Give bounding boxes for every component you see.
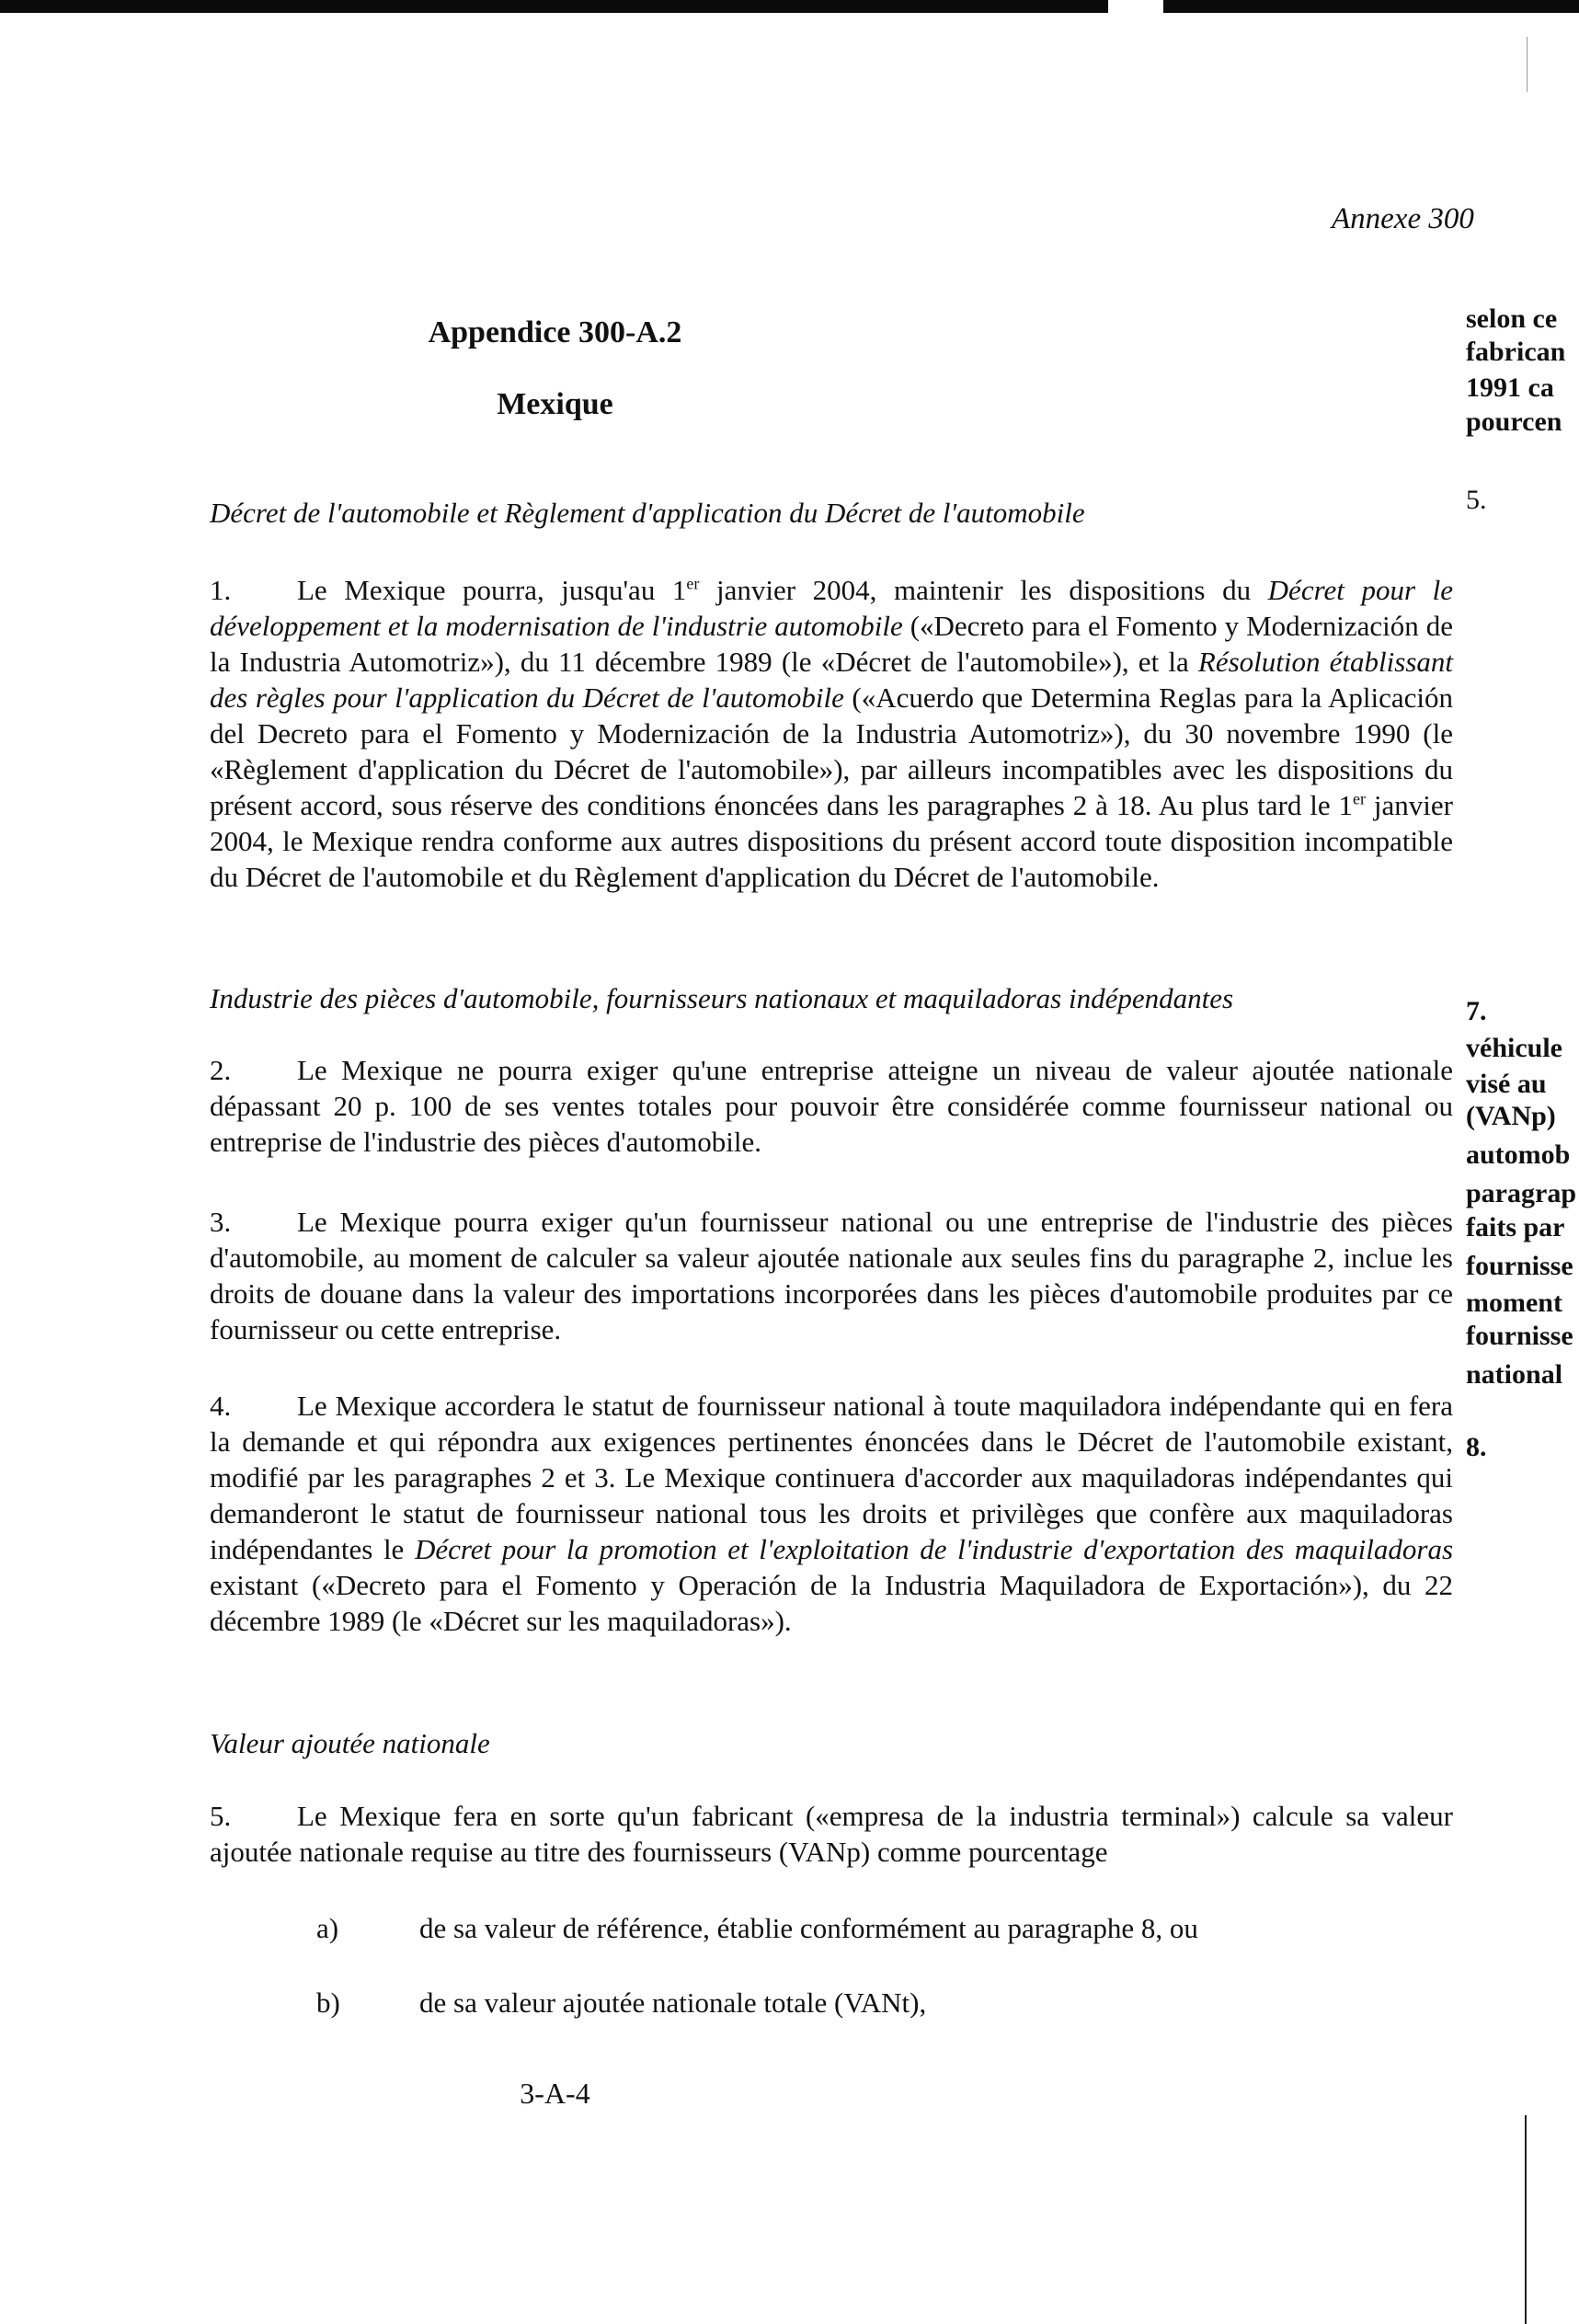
appendix-subtitle: Mexique <box>497 387 613 421</box>
paragraph-5: 5. Le Mexique fera en sorte qu'un fabricant («empresa de la industria terminal») calcule sa valeur ajoutée nationale requise au titre des fournisseurs (VANp) comme pourcentage <box>210 1800 1453 1868</box>
running-head: Annexe 300 <box>1332 202 1474 235</box>
facing-page-text: national <box>1466 1359 1563 1390</box>
paragraph-2: 2. Le Mexique ne pourra exiger qu'une entreprise atteigne un niveau de valeur ajoutée nationale dépassant 20 p. 100 de ses ventes totales pour pouvoir être considérée comme fournisseur national ou entreprise de l'industrie des pièces d'automobile. <box>210 1054 1453 1158</box>
paragraph-number: 3. <box>210 1206 232 1238</box>
section-heading-decret: Décret de l'automobile et Règlement d'application du Décret de l'automobile <box>210 497 1085 529</box>
paragraph-number: 5. <box>210 1800 232 1832</box>
paragraph-number: 2. <box>210 1054 232 1086</box>
facing-page-text: selon ce <box>1466 303 1558 334</box>
facing-page-text: fournisse <box>1466 1251 1573 1281</box>
list-item-text: de sa valeur de référence, établie conformément au paragraphe 8, ou <box>419 1912 1198 1944</box>
facing-page-text: paragrap <box>1466 1178 1576 1208</box>
facing-page-text: 1991 ca <box>1466 372 1554 403</box>
facing-page-text: véhicule <box>1466 1033 1562 1063</box>
list-item-label: a) <box>316 1912 339 1944</box>
facing-page-text: fabrican <box>1466 337 1566 367</box>
list-item-b <box>316 1986 926 2020</box>
list-item-a <box>316 1912 1198 1945</box>
facing-page-text: visé au <box>1466 1069 1547 1099</box>
section-heading-industrie: Industrie des pièces d'automobile, fournisseurs nationaux et maquiladoras indépendantes <box>210 982 1234 1014</box>
page-number: 3-A-4 <box>520 2077 590 2110</box>
facing-page-text: moment <box>1466 1288 1562 1318</box>
scan-edge-line <box>1525 2115 1527 2324</box>
paragraph-1: 1. Le Mexique pourra, jusqu'au 1er janvier 2004, maintenir les dispositions du Décret pour le développement et la modernisation de l'industrie automobile («Decreto para el Fomento y Modernización de la Industria Automotriz»), du 11 décembre 1989 (le «Décret de l'automobile»), et la Résolution établissant des règles pour l'application du Décret de l'automobile («Acuerdo que Determina Reglas para la Aplicación del Decreto para el Fomento y Modernización de la Industria Automotriz»), du 30 novembre 1990 (le «Règlement d'application du Décret de l'automobile»), par ailleurs incompatibles avec les dispositions du présent accord, sous réserve des conditions énoncées dans les paragraphes 2 à 18. Au plus tard le 1er janvier 2004, le Mexique rendra conforme aux autres dispositions du présent accord toute disposition incompatible du Décret de l'automobile et du Règlement d'application du Décret de l'automobile. <box>210 574 1454 893</box>
facing-page-text: pourcen <box>1466 406 1562 437</box>
facing-page-num: 5. <box>1466 485 1487 515</box>
facing-page-num: 7. <box>1466 996 1487 1026</box>
facing-page-text: automob <box>1466 1139 1571 1170</box>
paragraph-4: 4. Le Mexique accordera le statut de fournisseur national à toute maquiladora indépendante qui en fera la demande et qui répondra aux exigences pertinentes énoncées dans le Décret de l'automobile existant, modifié par les paragraphes 2 et 3. Le Mexique continuera d'accorder aux maquiladoras indépendantes qui demanderont le statut de fournisseur national tous les droits et privilèges que confère aux maquiladoras indépendantes le Décret pour la promotion et l'exploitation de l'industrie d'exportation des maquiladoras existant («Decreto para el Fomento y Operación de la Industria Maquiladora de Exportación»), du 22 décembre 1989 (le «Décret sur les maquiladoras»). <box>210 1390 1454 1637</box>
facing-page-num: 8. <box>1466 1432 1487 1462</box>
paragraph-3: 3. Le Mexique pourra exiger qu'un fournisseur national ou une entreprise de l'industrie des pièces d'automobile, au moment de calculer sa valeur ajoutée nationale aux seules fins du paragraphe 2, inclue les droits de douane dans la valeur des importations incorporées dans les pièces d'automobile produites par ce fournisseur ou cette entreprise. <box>210 1206 1453 1345</box>
list-item-label: b) <box>316 1986 340 2019</box>
appendix-title: Appendice 300-A.2 <box>428 315 682 349</box>
facing-page-text: faits par <box>1466 1212 1565 1242</box>
list-item-text: de sa valeur ajoutée nationale totale (VANt), <box>419 1986 927 2019</box>
paragraph-number: 1. <box>210 574 232 606</box>
paragraph-number: 4. <box>210 1390 232 1422</box>
section-heading-valeur: Valeur ajoutée nationale <box>210 1727 490 1759</box>
facing-page-text: (VANp) <box>1466 1101 1556 1131</box>
facing-page-text: fournisse <box>1466 1321 1573 1351</box>
